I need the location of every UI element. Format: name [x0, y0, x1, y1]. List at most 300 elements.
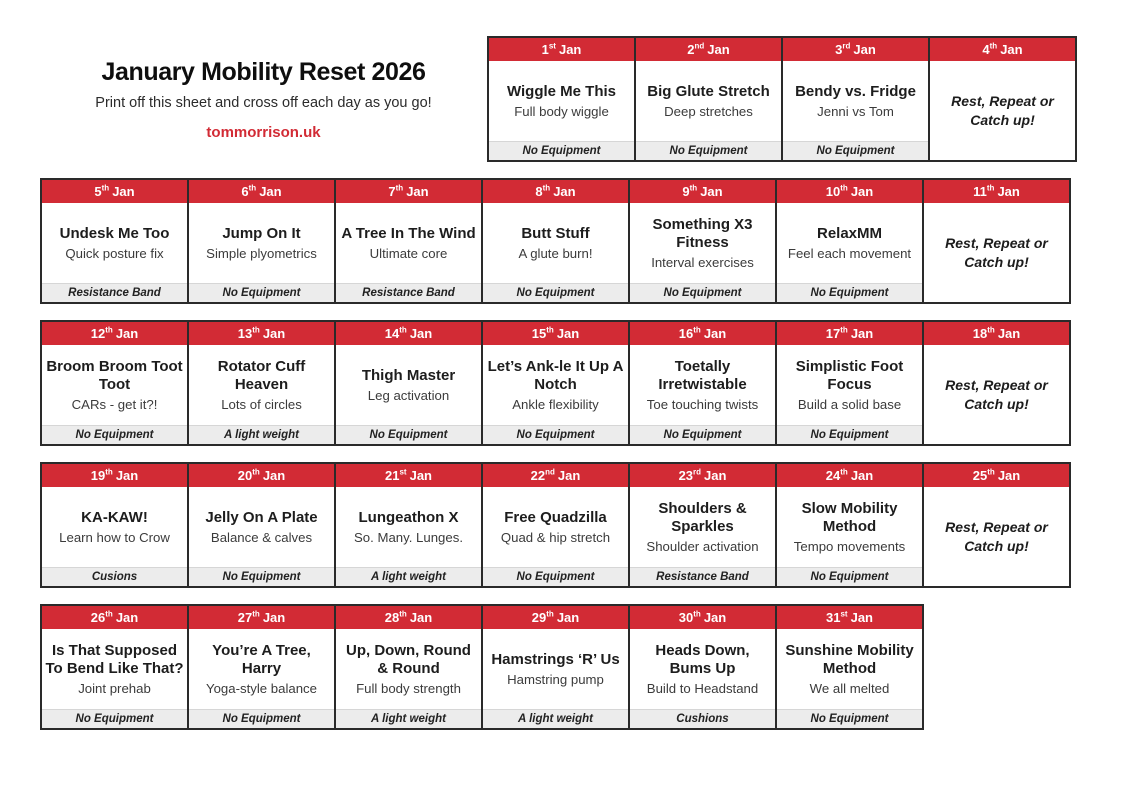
day-ordinal-suffix: th	[546, 325, 554, 335]
equipment-label: A light weight	[483, 709, 628, 728]
day-card-header	[189, 464, 334, 487]
day-card-header	[777, 464, 922, 487]
day-card-body	[189, 203, 334, 283]
title-block	[40, 36, 487, 162]
day-ordinal-suffix: th	[689, 183, 698, 193]
day-card-header	[336, 322, 481, 345]
day-card	[928, 36, 1077, 162]
equipment-label: No Equipment	[189, 283, 334, 302]
equipment-label: No Equipment	[777, 709, 922, 728]
day-number: 24	[825, 468, 841, 483]
equipment-label: A light weight	[189, 425, 334, 444]
day-card-header	[42, 464, 187, 487]
day-ordinal-suffix: th	[693, 609, 701, 619]
day-description: Full body strength	[356, 680, 461, 696]
day-date	[973, 326, 1020, 341]
day-month: Jan	[115, 326, 139, 341]
day-date	[535, 184, 575, 199]
day-title: You’re A Tree, Harry	[212, 641, 311, 677]
day-card-header	[483, 464, 628, 487]
day-title: Rest, Repeat or Catch up!	[945, 376, 1048, 412]
day-date	[94, 184, 134, 199]
day-card	[628, 462, 777, 588]
day-card-body	[630, 629, 775, 709]
day-card	[40, 178, 189, 304]
day-number: 10	[825, 184, 841, 199]
day-month: Jan	[112, 184, 135, 199]
day-title: Rest, Repeat or Catch up!	[951, 92, 1054, 128]
day-card-header	[42, 322, 187, 345]
day-card-header	[336, 464, 481, 487]
day-description: Tempo movements	[793, 538, 906, 554]
day-date	[826, 326, 873, 341]
day-card	[628, 320, 777, 446]
day-card-header	[783, 38, 928, 61]
day-ordinal-suffix: th	[840, 183, 848, 193]
day-card	[40, 462, 189, 588]
day-date	[826, 610, 873, 625]
equipment-label: No Equipment	[189, 709, 334, 728]
day-description: Ankle flexibility	[512, 396, 599, 412]
day-title: A Tree In The Wind	[341, 224, 476, 242]
day-ordinal-suffix: th	[989, 41, 998, 51]
day-description: Learn how to Crow	[59, 529, 170, 545]
day-number: 31	[826, 610, 841, 625]
day-date	[679, 326, 726, 341]
day-date	[826, 184, 873, 199]
day-date	[826, 468, 873, 483]
day-ordinal-suffix: th	[105, 325, 113, 335]
day-ordinal-suffix: nd	[694, 41, 705, 51]
day-ordinal-suffix: th	[840, 325, 848, 335]
day-description: Ultimate core	[369, 245, 448, 261]
day-title: Simplistic Foot Focus	[795, 357, 904, 393]
day-card	[481, 604, 630, 730]
day-title: KA-KAW!	[81, 508, 148, 526]
day-card-body	[630, 345, 775, 425]
day-card	[628, 178, 777, 304]
day-card-body	[189, 487, 334, 567]
equipment-label: No Equipment	[42, 709, 187, 728]
day-ordinal-suffix: th	[399, 609, 407, 619]
day-card-body	[777, 345, 922, 425]
day-description: Leg activation	[367, 387, 450, 403]
day-title: Heads Down, Bums Up	[655, 641, 750, 677]
day-number: 5	[94, 184, 102, 199]
day-card	[40, 320, 189, 446]
day-ordinal-suffix: st	[548, 41, 556, 51]
day-date	[542, 42, 582, 57]
day-date	[679, 468, 727, 483]
day-card-header	[189, 322, 334, 345]
day-description: Build a solid base	[797, 396, 902, 412]
day-description: CARs - get it?!	[71, 396, 158, 412]
day-date	[687, 42, 729, 57]
day-date	[388, 184, 428, 199]
equipment-label: No Equipment	[42, 425, 187, 444]
day-description: So. Many. Lunges.	[354, 529, 463, 545]
day-title: Hamstrings ‘R’ Us	[491, 650, 620, 668]
day-number: 20	[237, 468, 253, 483]
day-card	[775, 178, 924, 304]
day-month: Jan	[557, 468, 581, 483]
day-title: Rest, Repeat or Catch up!	[945, 234, 1048, 270]
day-title: Thigh Master	[361, 366, 456, 384]
day-date	[973, 184, 1020, 199]
calendar-row-5	[40, 604, 1083, 730]
day-card	[634, 36, 783, 162]
day-card-header	[42, 606, 187, 629]
day-card	[922, 462, 1071, 588]
day-number: 9	[682, 184, 690, 199]
day-month: Jan	[1000, 42, 1023, 57]
day-month: Jan	[850, 184, 874, 199]
day-number: 4	[982, 42, 990, 57]
day-card	[334, 462, 483, 588]
day-card-header	[42, 180, 187, 203]
day-card-body	[483, 629, 628, 709]
day-card-header	[483, 322, 628, 345]
day-date	[532, 326, 579, 341]
day-number: 29	[531, 610, 547, 625]
day-card-body	[42, 203, 187, 283]
day-month: Jan	[997, 184, 1020, 199]
day-title: Undesk Me Too	[59, 224, 170, 242]
day-month: Jan	[853, 42, 876, 57]
day-date	[385, 610, 432, 625]
day-number: 6	[241, 184, 249, 199]
day-date	[91, 326, 138, 341]
day-number: 11	[973, 184, 987, 199]
day-date	[241, 184, 281, 199]
day-card	[334, 178, 483, 304]
equipment-label: No Equipment	[636, 141, 781, 160]
day-description: Toe touching twists	[646, 396, 759, 412]
equipment-label: A light weight	[336, 567, 481, 586]
equipment-label: No Equipment	[336, 425, 481, 444]
day-card	[481, 178, 630, 304]
day-card-body	[336, 487, 481, 567]
day-title: RelaxMM	[816, 224, 883, 242]
day-number: 12	[90, 326, 106, 341]
day-card-header	[777, 180, 922, 203]
day-date	[973, 468, 1020, 483]
day-title: Lungeathon X	[358, 508, 459, 526]
day-card	[334, 320, 483, 446]
day-month: Jan	[850, 326, 874, 341]
day-description: Full body wiggle	[514, 103, 609, 119]
day-description: Shoulder activation	[646, 538, 759, 554]
equipment-label: No Equipment	[777, 567, 922, 586]
day-ordinal-suffix: th	[105, 467, 113, 477]
equipment-label: Resistance Band	[630, 567, 775, 586]
day-date	[682, 184, 722, 199]
day-ordinal-suffix: th	[399, 325, 407, 335]
day-ordinal-suffix: th	[840, 467, 848, 477]
day-card-header	[924, 464, 1069, 487]
day-card-body	[930, 61, 1075, 160]
day-card-header	[636, 38, 781, 61]
day-ordinal-suffix: th	[987, 467, 995, 477]
day-number: 22	[530, 468, 546, 483]
day-card	[481, 462, 630, 588]
calendar-row-2	[40, 178, 1083, 304]
day-ordinal-suffix: th	[252, 609, 260, 619]
day-card	[481, 320, 630, 446]
day-title: Slow Mobility Method	[801, 499, 898, 535]
day-card-body	[483, 487, 628, 567]
cards-week-2	[40, 178, 1071, 304]
day-card-header	[336, 606, 481, 629]
day-number: 19	[90, 468, 106, 483]
day-title: Let’s Ank-le It Up A Notch	[487, 357, 624, 393]
day-number: 8	[535, 184, 543, 199]
equipment-label: Cushions	[630, 709, 775, 728]
day-number: 7	[388, 184, 396, 199]
day-card-header	[777, 322, 922, 345]
day-description: Jenni vs Tom	[817, 103, 894, 119]
cards-week-4	[40, 462, 1071, 588]
day-date	[238, 468, 285, 483]
day-month: Jan	[262, 326, 286, 341]
day-ordinal-suffix: nd	[545, 467, 555, 477]
day-number: 18	[972, 326, 988, 341]
day-card-header	[630, 464, 775, 487]
day-month: Jan	[700, 184, 723, 199]
day-number: 1	[541, 42, 549, 57]
day-month: Jan	[259, 184, 282, 199]
day-ordinal-suffix: th	[248, 183, 257, 193]
page-title: January Mobility Reset 2026	[101, 57, 426, 86]
day-description: Build to Headstand	[646, 680, 759, 696]
day-card-body	[336, 345, 481, 425]
day-title: Bendy vs. Fridge	[795, 82, 916, 100]
day-card-body	[630, 203, 775, 283]
day-description: Lots of circles	[221, 396, 302, 412]
day-date	[679, 610, 726, 625]
day-number: 3	[835, 42, 843, 57]
day-card-body	[924, 487, 1069, 586]
day-date	[91, 468, 138, 483]
day-month: Jan	[262, 468, 286, 483]
day-card	[775, 604, 924, 730]
day-description: Feel each movement	[787, 245, 912, 261]
equipment-label: A light weight	[336, 709, 481, 728]
day-card-body	[42, 345, 187, 425]
day-card-body	[336, 203, 481, 283]
day-date	[238, 326, 285, 341]
day-card-body	[336, 629, 481, 709]
day-card-header	[630, 180, 775, 203]
day-title: Wiggle Me This	[506, 82, 617, 100]
day-card-header	[777, 606, 922, 629]
day-ordinal-suffix: th	[542, 183, 551, 193]
calendar-row-3	[40, 320, 1083, 446]
day-card	[781, 36, 930, 162]
day-card-body	[489, 61, 634, 141]
day-month: Jan	[556, 326, 580, 341]
day-card-body	[636, 61, 781, 141]
day-month: Jan	[553, 184, 576, 199]
day-title: Rest, Repeat or Catch up!	[945, 518, 1048, 554]
day-card	[487, 36, 636, 162]
cards-week-3	[40, 320, 1071, 446]
day-description: We all melted	[809, 680, 890, 696]
day-month: Jan	[115, 468, 139, 483]
day-description: Deep stretches	[664, 103, 753, 119]
day-card-body	[483, 345, 628, 425]
day-card-header	[630, 606, 775, 629]
day-date	[982, 42, 1022, 57]
day-date	[531, 468, 581, 483]
day-month: Jan	[703, 610, 727, 625]
day-month: Jan	[409, 468, 432, 483]
day-month: Jan	[406, 184, 429, 199]
day-description: Simple plyometrics	[206, 245, 317, 261]
day-ordinal-suffix: th	[101, 183, 110, 193]
calendar-row-4	[40, 462, 1083, 588]
day-card	[922, 178, 1071, 304]
day-ordinal-suffix: th	[395, 183, 404, 193]
day-title: Jump On It	[222, 224, 301, 242]
day-description: A glute burn!	[518, 245, 593, 261]
equipment-label: No Equipment	[777, 425, 922, 444]
equipment-label: No Equipment	[189, 567, 334, 586]
day-card-body	[777, 203, 922, 283]
day-number: 17	[825, 326, 841, 341]
equipment-label: No Equipment	[777, 283, 922, 302]
day-ordinal-suffix: th	[252, 325, 260, 335]
day-card-body	[924, 345, 1069, 444]
day-description: Joint prehab	[78, 680, 151, 696]
day-ordinal-suffix: th	[546, 609, 554, 619]
equipment-label: No Equipment	[483, 283, 628, 302]
calendar-row-1	[40, 36, 1083, 162]
day-number: 30	[678, 610, 694, 625]
day-number: 16	[678, 326, 694, 341]
day-number: 25	[972, 468, 988, 483]
day-card-body	[777, 629, 922, 709]
day-title: Butt Stuff	[521, 224, 590, 242]
day-description: Yoga-style balance	[206, 680, 317, 696]
equipment-label: No Equipment	[483, 425, 628, 444]
day-date	[385, 468, 432, 483]
day-card-header	[483, 180, 628, 203]
equipment-label: No Equipment	[783, 141, 928, 160]
day-date	[385, 326, 432, 341]
day-description: Interval exercises	[651, 254, 754, 270]
day-card	[775, 462, 924, 588]
day-description: Hamstring pump	[507, 671, 604, 687]
day-date	[835, 42, 876, 57]
day-card-body	[189, 345, 334, 425]
day-card-body	[483, 203, 628, 283]
day-month: Jan	[703, 326, 727, 341]
day-card	[187, 320, 336, 446]
day-title: Up, Down, Round & Round	[346, 641, 471, 677]
day-month: Jan	[707, 42, 730, 57]
day-card-body	[42, 629, 187, 709]
day-number: 26	[90, 610, 106, 625]
day-ordinal-suffix: st	[840, 609, 848, 619]
day-ordinal-suffix: th	[252, 467, 260, 477]
equipment-label: No Equipment	[630, 283, 775, 302]
day-month: Jan	[556, 610, 580, 625]
day-month: Jan	[115, 610, 139, 625]
day-month: Jan	[704, 468, 727, 483]
day-title: Is That Supposed To Bend Like That?	[45, 641, 184, 677]
day-number: 15	[531, 326, 547, 341]
day-card-body	[783, 61, 928, 141]
day-ordinal-suffix: rd	[842, 41, 851, 51]
day-month: Jan	[850, 610, 873, 625]
day-month: Jan	[850, 468, 874, 483]
day-ordinal-suffix: th	[693, 325, 701, 335]
day-card	[187, 604, 336, 730]
day-card	[334, 604, 483, 730]
cards-week-1	[487, 36, 1077, 162]
day-title: Broom Broom Toot Toot	[46, 357, 183, 393]
day-card-header	[930, 38, 1075, 61]
day-card-header	[924, 322, 1069, 345]
day-ordinal-suffix: rd	[693, 467, 702, 477]
day-card-header	[189, 606, 334, 629]
day-description: Quick posture fix	[65, 245, 164, 261]
day-month: Jan	[997, 468, 1021, 483]
day-card	[187, 462, 336, 588]
day-date	[91, 610, 138, 625]
equipment-label: Cusions	[42, 567, 187, 586]
day-month: Jan	[409, 610, 433, 625]
day-number: 14	[384, 326, 400, 341]
day-title: Jelly On A Plate	[205, 508, 318, 526]
equipment-label: No Equipment	[630, 425, 775, 444]
equipment-label: No Equipment	[489, 141, 634, 160]
day-card-header	[630, 322, 775, 345]
day-title: Free Quadzilla	[504, 508, 607, 526]
day-title: Sunshine Mobility Method	[785, 641, 914, 677]
day-number: 2	[687, 42, 695, 57]
cards-week-5	[40, 604, 924, 730]
day-card-header	[924, 180, 1069, 203]
day-month: Jan	[558, 42, 582, 57]
day-month: Jan	[262, 610, 286, 625]
day-card	[775, 320, 924, 446]
day-title: Rotator Cuff Heaven	[217, 357, 306, 393]
day-ordinal-suffix: th	[987, 325, 995, 335]
equipment-label: Resistance Band	[42, 283, 187, 302]
day-month: Jan	[997, 326, 1021, 341]
day-number: 28	[384, 610, 400, 625]
day-date	[532, 610, 579, 625]
day-title: Shoulders & Sparkles	[658, 499, 747, 535]
day-card-header	[489, 38, 634, 61]
day-description: Balance & calves	[210, 529, 313, 545]
day-card-header	[336, 180, 481, 203]
day-month: Jan	[409, 326, 433, 341]
day-card	[628, 604, 777, 730]
equipment-label: Resistance Band	[336, 283, 481, 302]
day-card	[40, 604, 189, 730]
day-ordinal-suffix: th	[105, 609, 113, 619]
day-title: Toetally Irretwistable	[658, 357, 747, 393]
day-date	[238, 610, 285, 625]
website-link[interactable]: tommorrison.uk	[206, 123, 321, 141]
day-number: 13	[237, 326, 253, 341]
page-subtitle: Print off this sheet and cross off each day as you go!	[95, 94, 432, 111]
day-number: 21	[385, 468, 400, 483]
day-title: Something X3 Fitness	[652, 215, 753, 251]
